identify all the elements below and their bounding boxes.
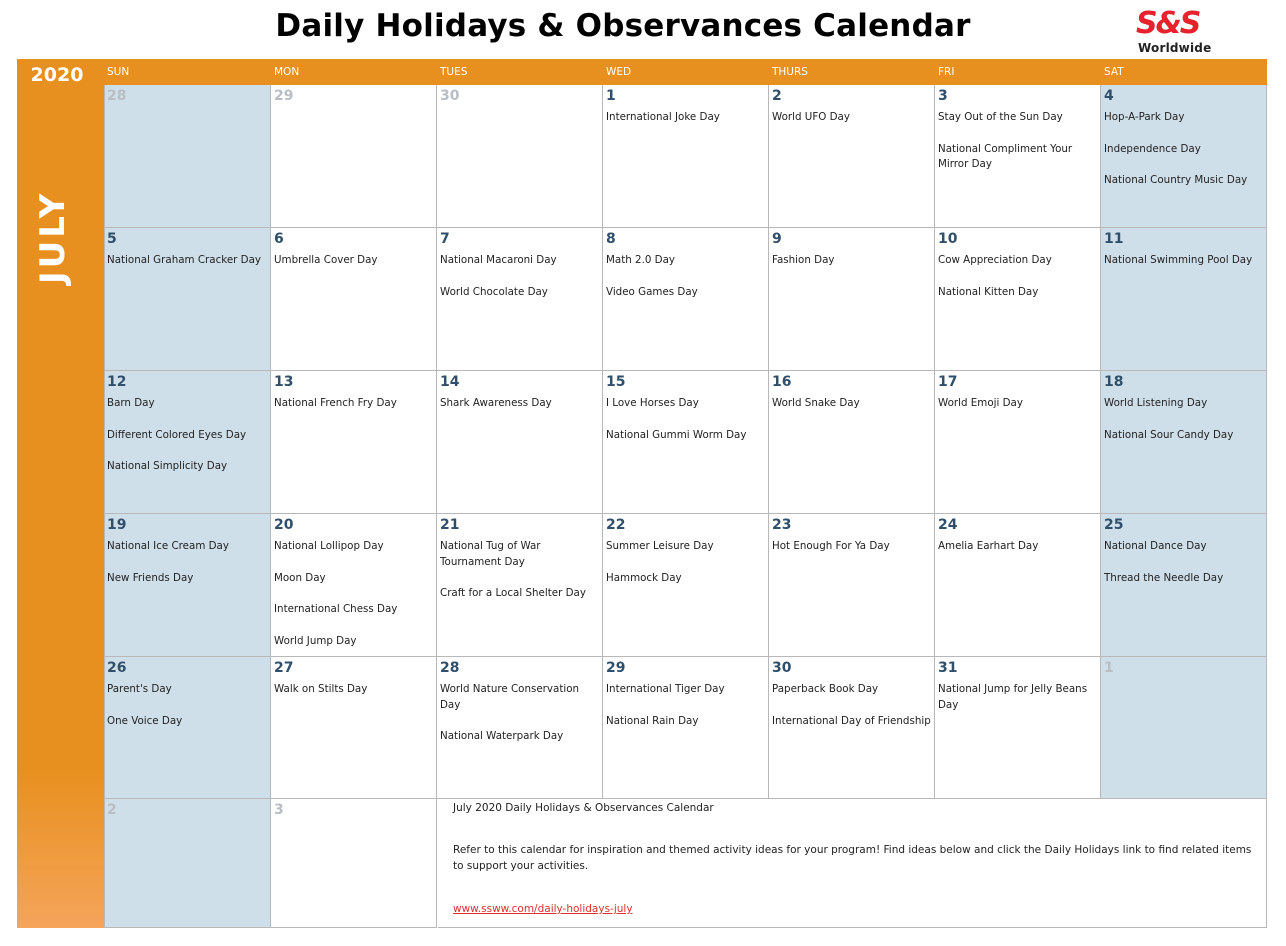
day-number: 26 [107,660,127,676]
day-cell[interactable] [769,371,935,514]
event-list [772,682,933,745]
day-number: 31 [938,660,958,676]
day-cell[interactable] [271,514,437,657]
day-cell[interactable] [1101,657,1267,799]
month-label: JULY [33,190,73,284]
day-number: 7 [440,231,450,247]
event-list [274,539,435,657]
event-item: World Jump Day [274,634,357,647]
event-list [107,682,269,745]
day-number: 17 [938,374,958,390]
event-list [1104,539,1265,602]
day-cell[interactable] [935,228,1101,371]
event-item: National Dance Day [1104,540,1207,552]
day-number: 2 [772,88,782,104]
event-item: Summer Leisure Day [606,540,714,552]
day-cell[interactable] [437,657,603,799]
month-sidebar [17,59,104,928]
event-item: Paperback Book Day [772,683,879,695]
day-number: 1 [606,88,616,104]
weekday-sun: SUN [107,66,130,78]
weekday-sat: SAT [1104,66,1124,78]
event-list [938,682,1099,729]
weekday-mon: MON [274,66,300,78]
page-title: Daily Holidays & Observances Calendar [275,8,971,44]
weekday-thurs: THURS [772,66,808,78]
day-number: 2 [107,802,117,818]
day-cell[interactable] [271,657,437,799]
day-number: 9 [772,231,782,247]
event-item: National Kitten Day [938,285,1039,298]
weekday-fri: FRI [938,66,955,78]
day-number: 30 [440,88,460,104]
event-item: World Emoji Day [938,397,1023,409]
event-item: National Country Music Day [1104,174,1248,186]
event-list [938,253,1099,316]
day-number: 4 [1104,88,1114,104]
day-number: 13 [274,374,294,390]
day-cell[interactable] [603,371,769,514]
info-note [438,799,1267,928]
event-item: Amelia Earhart Day [938,540,1039,552]
daily-holidays-link[interactable]: www.ssww.com/daily-holidays-july [453,903,633,915]
event-item: National French Fry Day [274,397,397,409]
day-cell[interactable] [603,514,769,657]
day-cell[interactable] [104,371,271,514]
day-number: 10 [938,231,958,247]
event-list [440,253,601,316]
year-label: 2020 [30,64,84,86]
event-list [1104,110,1265,205]
day-number: 15 [606,374,626,390]
event-list [606,539,767,602]
day-number: 20 [274,517,294,533]
day-cell[interactable] [104,228,271,371]
event-item: National Simplicity Day [107,460,228,472]
event-item: Umbrella Cover Day [274,254,378,266]
event-list [274,253,435,285]
event-item: International Day of Friendship [772,714,931,727]
day-number: 24 [938,517,958,533]
logo-subtitle: Worldwide [1138,41,1212,55]
event-list [274,396,435,428]
event-item: National Swimming Pool Day [1104,254,1253,266]
day-cell[interactable] [437,228,603,371]
day-cell[interactable] [271,85,437,228]
event-item: Thread the Needle Day [1104,571,1224,584]
event-item: Craft for a Local Shelter Day [440,587,586,599]
event-item: International Chess Day [274,603,398,615]
day-cell[interactable] [1101,85,1267,228]
day-cell[interactable] [769,514,935,657]
grid-left-border [104,85,105,928]
event-list [1104,253,1265,285]
day-cell[interactable] [603,228,769,371]
event-item: World Chocolate Day [440,285,548,298]
day-cell[interactable] [1101,228,1267,371]
event-item: World Listening Day [1104,397,1208,409]
event-list [1104,396,1265,459]
day-number: 5 [107,231,117,247]
event-item: World UFO Day [772,111,850,123]
event-list [606,253,767,316]
event-item: National Tug of War Tournament Day [440,540,541,568]
event-list [107,539,269,602]
day-cell[interactable] [271,371,437,514]
event-item: Fashion Day [772,254,835,266]
day-cell[interactable] [271,799,437,928]
day-cell[interactable] [935,85,1101,228]
day-cell[interactable] [104,657,271,799]
day-cell[interactable] [1101,514,1267,657]
day-cell[interactable] [935,514,1101,657]
day-number: 11 [1104,231,1124,247]
event-item: Moon Day [274,571,326,584]
event-item: Hop-A-Park Day [1104,111,1185,123]
event-list [274,682,435,714]
day-number: 3 [274,802,284,818]
event-item: World Nature Conservation Day [440,683,580,711]
event-item: Hammock Day [606,571,682,584]
event-list [606,396,767,459]
event-item: Video Games Day [606,285,698,298]
event-item: International Joke Day [606,111,720,123]
event-list [938,110,1099,189]
day-cell[interactable] [1101,371,1267,514]
event-list [772,396,933,428]
day-cell[interactable] [104,85,271,228]
event-list [772,110,933,142]
day-cell[interactable] [437,85,603,228]
day-number: 29 [274,88,294,104]
event-list [772,253,933,285]
day-number: 19 [107,517,127,533]
event-item: National Sour Candy Day [1104,428,1234,441]
event-item: Stay Out of the Sun Day [938,111,1063,123]
event-item: Walk on Stilts Day [274,683,368,695]
day-number: 27 [274,660,294,676]
day-number: 8 [606,231,616,247]
event-item: New Friends Day [107,571,194,584]
day-number: 25 [1104,517,1124,533]
day-number: 6 [274,231,284,247]
note-heading: July 2020 Daily Holidays & Observances Calendar [453,802,714,814]
note-body: Refer to this calendar for inspiration and themed activity ideas for your program! Find ideas below and click the Daily Holidays link to find related items to support your activities. [453,844,1252,872]
event-list [772,539,933,571]
day-number: 22 [606,517,626,533]
event-item: National Macaroni Day [440,254,557,266]
day-cell[interactable] [603,85,769,228]
day-cell[interactable] [935,371,1101,514]
day-number: 16 [772,374,792,390]
event-list [606,682,767,745]
event-item: Different Colored Eyes Day [107,428,247,441]
brand-logo[interactable] [1132,8,1212,60]
day-number: 14 [440,374,460,390]
event-item: Parent's Day [107,683,172,695]
day-number: 21 [440,517,460,533]
event-list [440,682,601,761]
day-number: 3 [938,88,948,104]
event-list [938,396,1099,428]
day-cell[interactable] [104,514,271,657]
weekday-tues: TUES [440,66,468,78]
weekday-wed: WED [606,66,632,78]
day-cell[interactable] [271,228,437,371]
event-item: National Lollipop Day [274,540,384,552]
day-number: 1 [1104,660,1114,676]
event-item: I Love Horses Day [606,397,699,409]
event-item: Hot Enough For Ya Day [772,540,890,552]
weekday-header [104,59,1267,85]
day-number: 28 [440,660,460,676]
day-cell[interactable] [104,799,271,928]
day-cell[interactable] [437,514,603,657]
event-item: Cow Appreciation Day [938,254,1052,266]
event-item: National Rain Day [606,714,699,727]
event-list [938,539,1099,571]
day-cell[interactable] [769,657,935,799]
event-item: Math 2.0 Day [606,254,676,266]
day-number: 18 [1104,374,1124,390]
event-item: World Snake Day [772,397,860,409]
event-item: Barn Day [107,397,155,409]
day-number: 23 [772,517,792,533]
event-list [107,396,269,491]
day-number: 29 [606,660,626,676]
event-item: One Voice Day [107,714,183,727]
day-cell[interactable] [935,657,1101,799]
day-number: 12 [107,374,127,390]
event-item: National Ice Cream Day [107,540,229,552]
event-item: Shark Awareness Day [440,397,552,409]
event-item: Independence Day [1104,142,1201,155]
logo-mark: S&S [1136,6,1200,41]
event-list [606,110,767,142]
event-item: National Graham Cracker Day [107,254,262,266]
day-cell[interactable] [603,657,769,799]
event-item: National Waterpark Day [440,730,564,742]
event-list [440,539,601,618]
day-cell[interactable] [437,371,603,514]
day-number: 30 [772,660,792,676]
day-cell[interactable] [769,85,935,228]
day-number: 28 [107,88,127,104]
event-item: National Jump for Jelly Beans Day [938,683,1088,711]
event-item: National Compliment Your Mirror Day [938,142,1073,170]
event-list [440,396,601,428]
event-item: International Tiger Day [606,683,725,695]
day-cell[interactable] [769,228,935,371]
event-list [107,253,269,285]
event-item: National Gummi Worm Day [606,428,747,441]
